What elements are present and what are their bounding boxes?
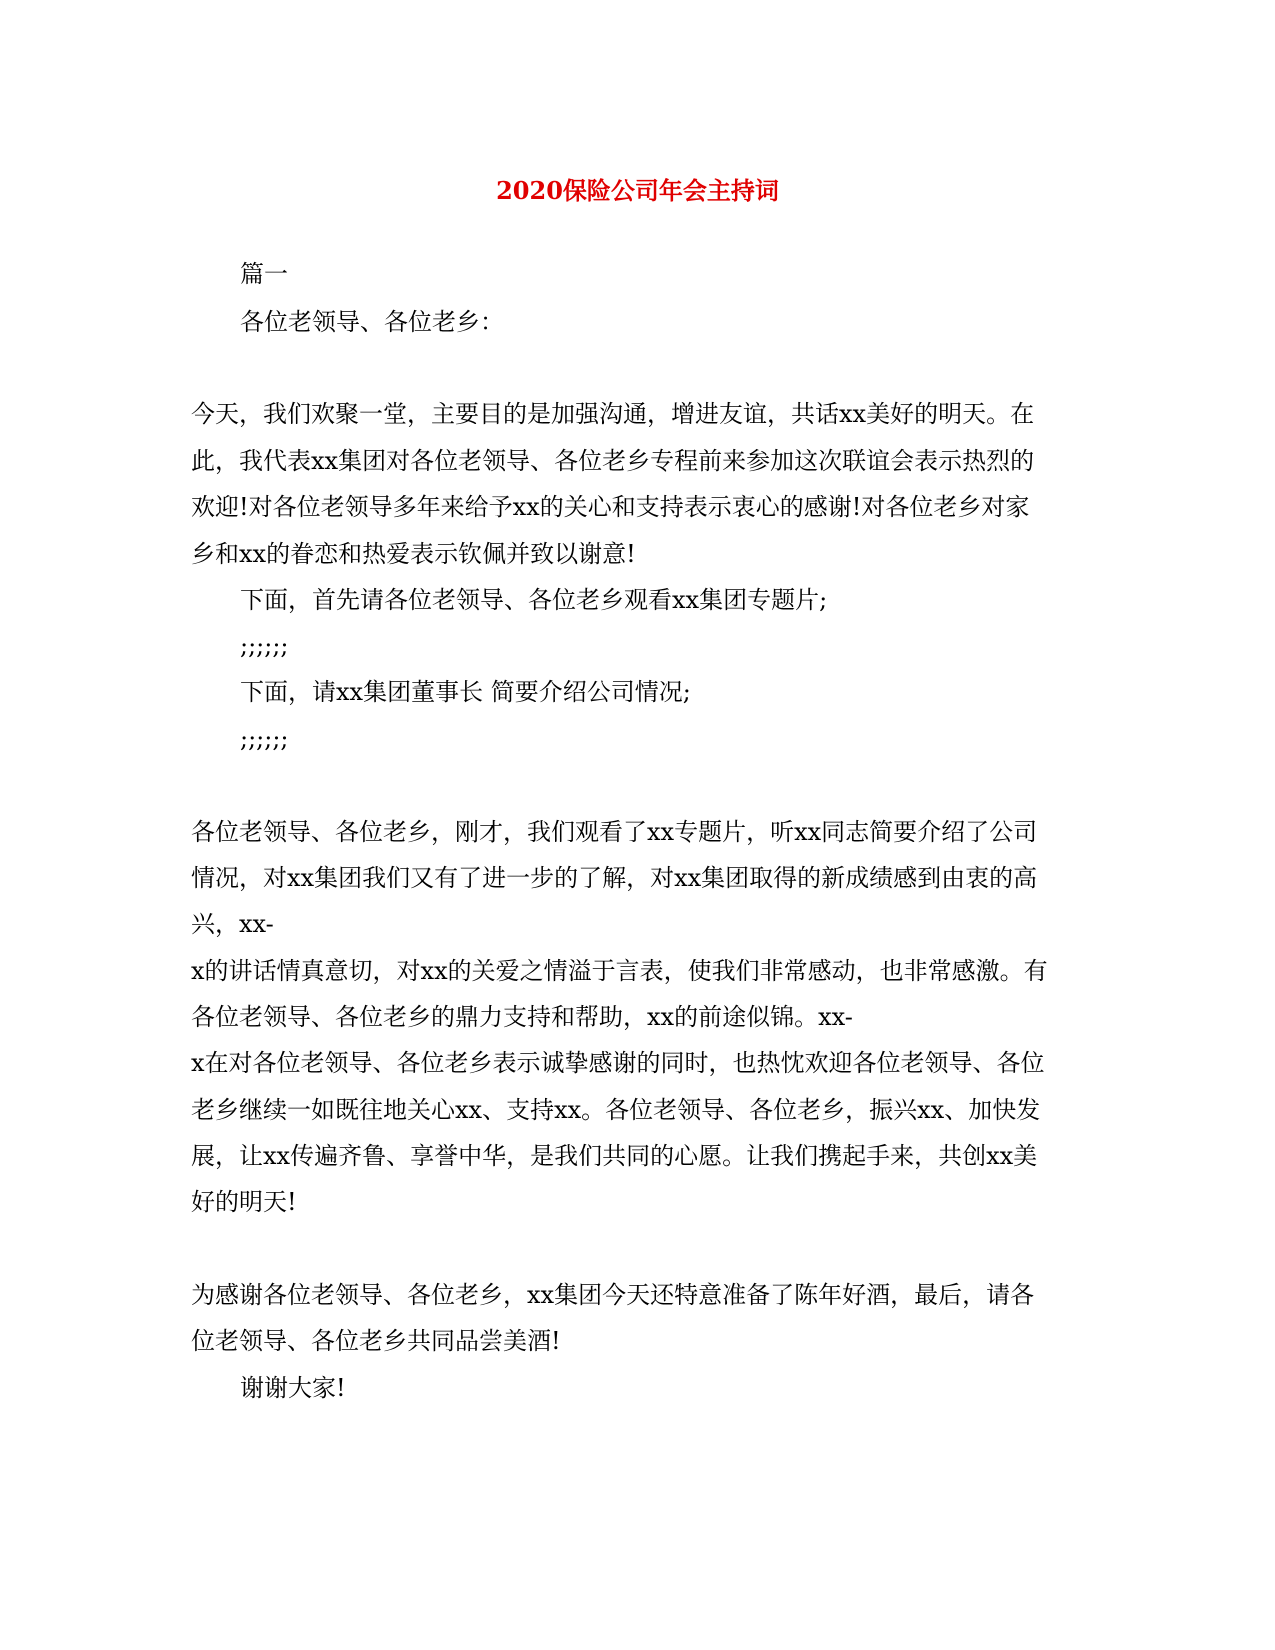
paragraph-line: 今天，我们欢聚一堂，主要目的是加强沟通，增进友谊，共话xx美好的明天。在 [191,400,1035,428]
paragraph-line: 下面，首先请各位老领导、各位老乡观看xx集团专题片; [240,586,828,614]
section-heading: 篇一 [240,260,288,288]
paragraph-line: 好的明天! [191,1188,297,1216]
paragraph-line: 情况，对xx集团我们又有了进一步的了解，对xx集团取得的新成绩感到由衷的高 [191,864,1038,892]
paragraph-line: 欢迎!对各位老领导多年来给予xx的关心和支持表示衷心的感谢!对各位老乡对家 [191,493,1030,521]
paragraph-line: 各位老领导、各位老乡的鼎力支持和帮助，xx的前途似锦。xx- [191,1003,853,1031]
salutation: 各位老领导、各位老乡： [240,308,504,336]
paragraph-line: 各位老领导、各位老乡，刚才，我们观看了xx专题片，听xx同志简要介绍了公司 [191,818,1038,846]
closing-line: 谢谢大家! [240,1374,346,1402]
paragraph-line: x在对各位老领导、各位老乡表示诚挚感谢的同时，也热忱欢迎各位老领导、各位 [191,1049,1045,1077]
paragraph-line: 位老领导、各位老乡共同品尝美酒! [191,1327,561,1355]
paragraph-line: 展，让xx传遍齐鲁、享誉中华，是我们共同的心愿。让我们携起手来，共创xx美 [191,1142,1038,1170]
paragraph-line: 老乡继续一如既往地关心xx、支持xx。各位老领导、各位老乡，振兴xx、加快发 [191,1096,1041,1124]
paragraph-line: 此，我代表xx集团对各位老领导、各位老乡专程前来参加这次联谊会表示热烈的 [191,447,1035,475]
placeholder-line: ;;;;;; [240,725,289,753]
paragraph-line: 乡和xx的眷恋和热爱表示钦佩并致以谢意! [191,540,636,568]
paragraph-line: 为感谢各位老领导、各位老乡，xx集团今天还特意准备了陈年好酒，最后，请各 [191,1281,1035,1309]
paragraph-line: x的讲话情真意切，对xx的关爱之情溢于言表，使我们非常感动，也非常感激。有 [191,957,1048,985]
document-title: 2020保险公司年会主持词 [496,176,779,205]
paragraph-line: 下面，请xx集团董事长 简要介绍公司情况; [240,678,691,706]
placeholder-line: ;;;;;; [240,632,289,660]
paragraph-line: 兴，xx- [191,910,274,938]
